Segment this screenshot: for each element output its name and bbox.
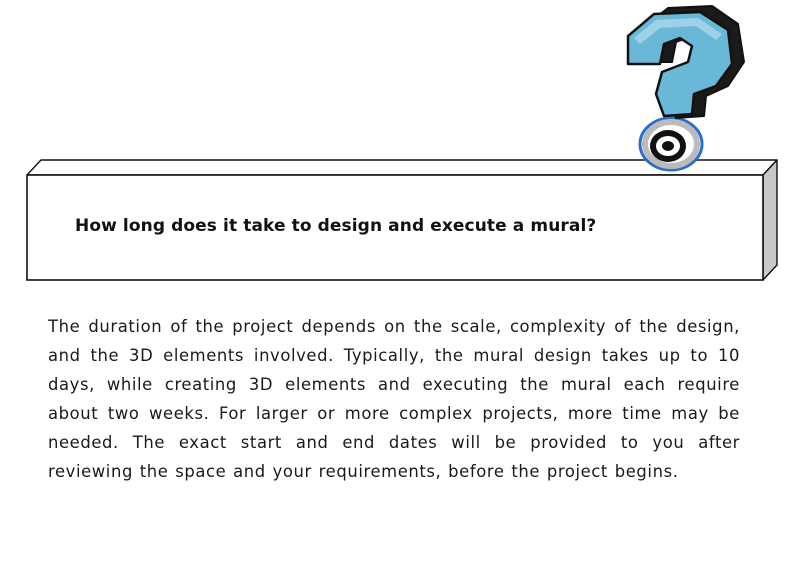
faq-answer: The duration of the project depends on the scale, complexity of the design, and the 3D elements involved. Typically, the mural design takes up to 10 days, while creating 3D elements and executing the mural each require about two weeks. For larger or more complex projects, more time may be needed. The exact start and end dates will be provided to you after reviewing the space and your requirements, before the project begins. xyxy=(48,317,740,481)
faq-question: How long does it take to design and execute a mural? xyxy=(75,216,597,236)
target-dot-icon xyxy=(640,118,702,170)
